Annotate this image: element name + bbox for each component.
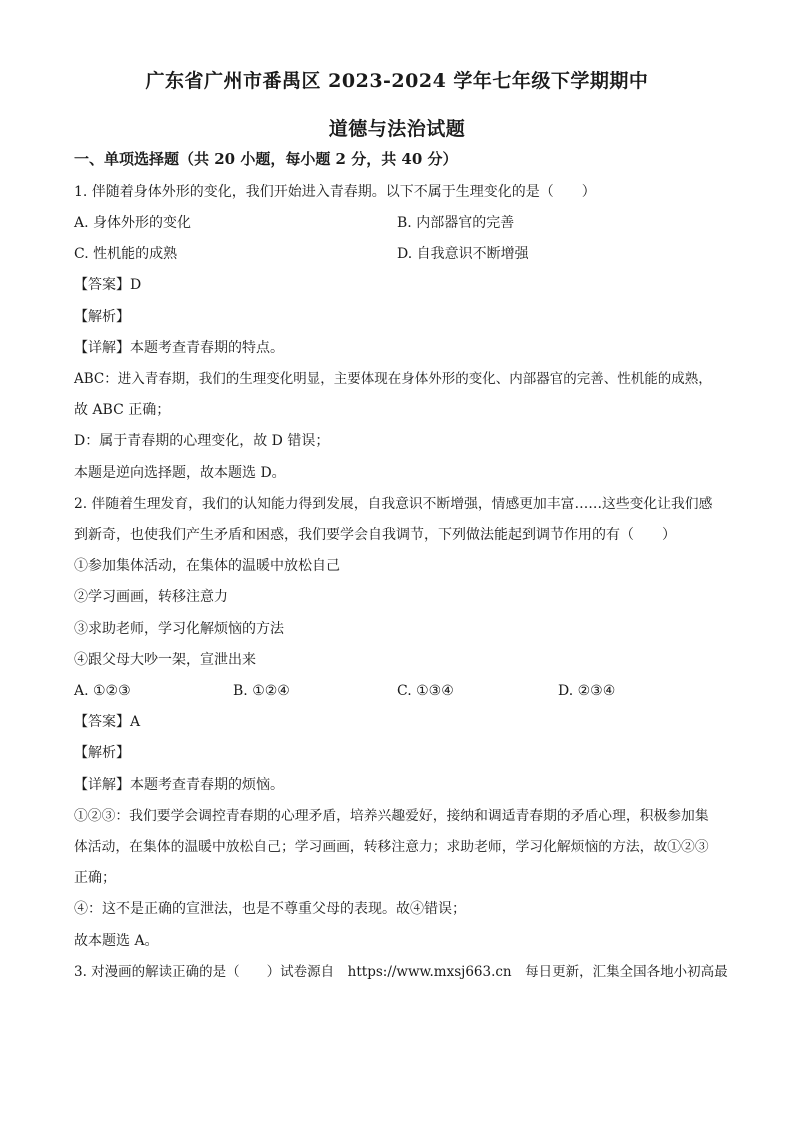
question-2-explanation-2: 体活动，在集体的温暖中放松自己；学习画画，转移注意力；求助老师，学习化解烦恼的方法，故①②③ [74, 839, 709, 855]
question-2-option-b: B. ①②④ [233, 683, 290, 699]
question-2-conclusion: 故本题选 A。 [74, 933, 159, 949]
section-heading: 一、单项选择题（共 20 小题，每小题 2 分，共 40 分） [74, 150, 458, 168]
question-2-explanation-1: ①②③：我们要学会调控青春期的心理矛盾，培养兴趣爱好，接纳和调适青春期的矛盾心理，积极参加集 [74, 808, 709, 824]
question-2-explanation-4: ④：这不是正确的宣泄法，也是不尊重父母的表现。故④错误； [74, 901, 466, 917]
question-2-option-a: A. ①②③ [74, 683, 131, 699]
question-1-option-d: D. 自我意识不断增强 [397, 246, 529, 262]
question-2-answer: 【答案】A [74, 714, 141, 730]
question-2-item-1: ①参加集体活动，在集体的温暖中放松自己 [74, 558, 340, 574]
question-2-item-3: ③求助老师，学习化解烦恼的方法 [74, 621, 284, 637]
question-2-item-2: ②学习画画，转移注意力 [74, 589, 228, 605]
question-3-stem: 3. 对漫画的解读正确的是（ ）试卷源自 https://www.mxsj663.cn 每日更新，汇集全国各地小初高最 [74, 964, 728, 980]
question-1-explanation-abc: ABC：进入青春期，我们的生理变化明显，主要体现在身体外形的变化、内部器官的完善、性机能的成熟， [74, 371, 712, 387]
question-2-item-4: ④跟父母大吵一架，宣泄出来 [74, 652, 256, 668]
question-1-option-c: C. 性机能的成熟 [74, 246, 178, 262]
question-2-option-d: D. ②③④ [558, 683, 616, 699]
question-1-explanation-abc-cont: 故 ABC 正确； [74, 402, 171, 418]
question-1-option-a: A. 身体外形的变化 [74, 215, 192, 231]
question-2-detail: 【详解】本题考查青春期的烦恼。 [74, 777, 284, 793]
question-1-detail: 【详解】本题考查青春期的特点。 [74, 340, 284, 356]
question-1-option-b: B. 内部器官的完善 [397, 215, 515, 231]
question-2-stem: 2. 伴随着生理发育，我们的认知能力得到发展，自我意识不断增强，情感更加丰富……这些变化让我们感 [74, 496, 713, 512]
page-title: 广东省广州市番禺区 2023-2024 学年七年级下学期期中 [145, 70, 649, 92]
page-subtitle: 道德与法治试题 [328, 118, 466, 140]
question-2-analysis-tag: 【解析】 [74, 745, 130, 761]
question-1-answer: 【答案】D [74, 277, 142, 293]
question-1-stem: 1. 伴随着身体外形的变化，我们开始进入青春期。以下不属于生理变化的是（ ） [74, 184, 596, 200]
question-1-explanation-d: D：属于青春期的心理变化，故 D 错误； [74, 433, 330, 449]
question-2-option-c: C. ①③④ [397, 683, 454, 699]
question-2-stem-cont: 到新奇，也使我们产生矛盾和困惑，我们要学会自我调节，下列做法能起到调节作用的有（ ） [74, 527, 676, 543]
question-1-analysis-tag: 【解析】 [74, 309, 130, 325]
question-2-explanation-3: 正确； [74, 870, 116, 886]
question-1-conclusion: 本题是逆向选择题，故本题选 D。 [74, 465, 286, 481]
